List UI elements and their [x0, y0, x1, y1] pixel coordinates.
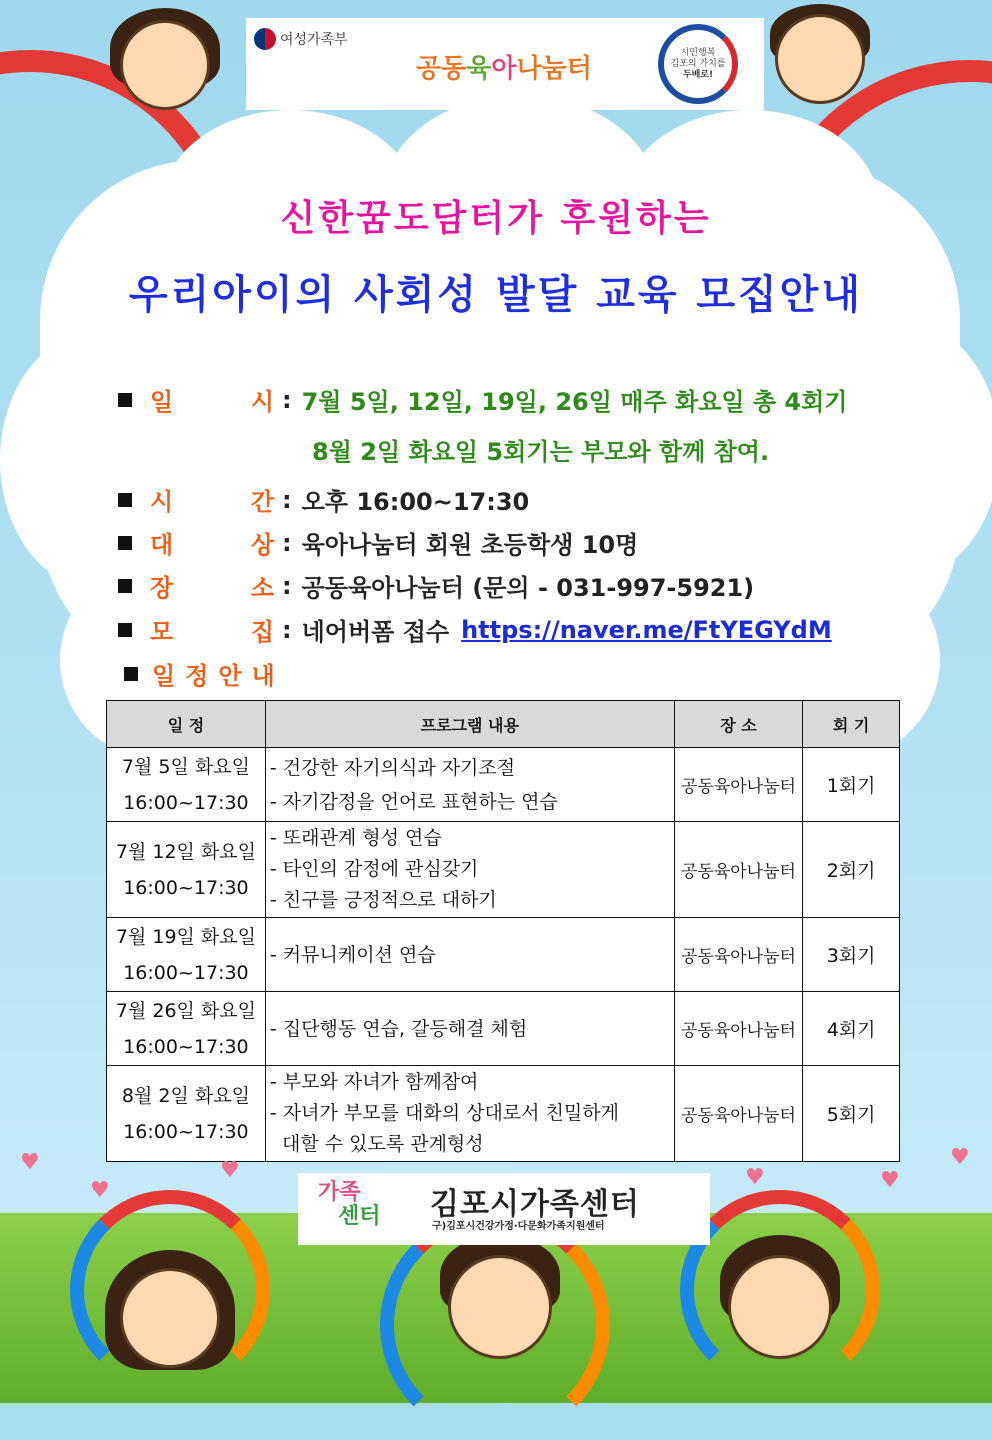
col-header-place: 장 소 — [674, 701, 803, 748]
info-date-value-2: 8월 2일 화요일 5회기는 부모와 함께 참여. — [312, 438, 770, 466]
table-row — [107, 1066, 900, 1162]
schedule-heading — [124, 656, 285, 691]
info-label: 장 소 — [150, 574, 274, 602]
cell-count: 1회기 — [803, 748, 900, 822]
family-center-subtitle: 구)김포시건강가정·다문화가족지원센터 — [432, 1221, 605, 1232]
info-label: 시 간 — [150, 488, 274, 516]
info-place-row: 장 소 : 공동육아나눔터 (문의 - 031-997-5921) — [118, 568, 754, 603]
info-date-row-2 — [312, 432, 769, 467]
cell-program: - 또래관계 형성 연습 - 타인의 감정에 관심갖기 - 친구를 긍정적으로 대하기 — [265, 822, 674, 918]
cell-program: - 커뮤니케이션 연습 — [265, 918, 674, 992]
cell-date: 7월 5일 화요일 16:00~17:30 — [107, 748, 266, 822]
cell-program: - 집단행동 연습, 갈등해결 체험 — [265, 992, 674, 1066]
table-row — [107, 748, 900, 822]
heart-icon: ♥ — [950, 1145, 970, 1170]
col-header-count: 회 기 — [803, 701, 900, 748]
heart-icon: ♥ — [90, 1178, 110, 1203]
col-header-date: 일 정 — [107, 701, 266, 748]
cloud — [800, 320, 992, 580]
cell-count: 5회기 — [803, 1066, 900, 1162]
bullet-icon — [118, 623, 132, 637]
table-row — [107, 822, 900, 918]
slogan-line: 시민행복 — [680, 48, 716, 58]
cell-place: 공동육아나눔터 — [674, 1066, 803, 1162]
family-center-emblem — [318, 1181, 418, 1237]
heart-icon: ♥ — [880, 1168, 900, 1193]
family-center-title: 김포시가족센터 — [430, 1187, 640, 1222]
boy-face — [448, 1255, 552, 1359]
cell-date: 8월 2일 화요일 16:00~17:30 — [107, 1066, 266, 1162]
recruit-form-link[interactable]: https://naver.me/FtYEGYdM — [461, 615, 832, 644]
cell-count: 2회기 — [803, 822, 900, 918]
girl-face — [728, 1255, 832, 1359]
center-logo-part: 나눔터 — [516, 54, 592, 84]
bullet-icon — [118, 493, 132, 507]
info-date-value: 7월 5일, 12일, 19일, 26일 매주 화요일 총 4회기 — [301, 388, 848, 416]
col-header-program: 프로그램 내용 — [265, 701, 674, 748]
cell-date: 7월 26일 화요일 16:00~17:30 — [107, 992, 266, 1066]
slogan-line: 두배로! — [682, 69, 714, 80]
center-logo-part: 아 — [491, 54, 517, 84]
cell-program: - 건강한 자기의식과 자기조절 - 자기감정을 언어로 표현하는 연습 — [265, 748, 674, 822]
cell-date: 7월 12일 화요일 16:00~17:30 — [107, 822, 266, 918]
bullet-icon — [124, 667, 138, 681]
info-time-row: 시 간 : 오후 16:00~17:30 — [118, 482, 529, 517]
gimpo-slogan-logo — [658, 24, 738, 104]
table-row — [107, 992, 900, 1066]
bullet-icon — [118, 579, 132, 593]
info-target-row: 대 상 : 육아나눔터 회원 초등학생 10명 — [118, 525, 638, 560]
girl-face — [120, 20, 210, 110]
boy-face — [775, 14, 865, 104]
center-logo-part: 육 — [466, 54, 492, 84]
bullet-icon — [118, 536, 132, 550]
cell-place: 공동육아나눔터 — [674, 992, 803, 1066]
cell-count: 3회기 — [803, 918, 900, 992]
info-recruit-row: 모 집 : 네어버폼 접수 https://naver.me/FtYEGYdM — [118, 612, 832, 647]
info-label: 모 집 — [150, 618, 274, 646]
taeguk-icon — [254, 28, 276, 50]
cell-date: 7월 19일 화요일 16:00~17:30 — [107, 918, 266, 992]
info-target-value: 육아나눔터 회원 초등학생 10명 — [301, 531, 639, 559]
cell-place: 공동육아나눔터 — [674, 918, 803, 992]
info-date-row: 일 시 : 7월 5일, 12일, 19일, 26일 매주 화요일 총 4회기 — [118, 382, 848, 417]
schedule-heading-text: 일정안내 — [152, 662, 285, 690]
heart-icon: ♥ — [20, 1150, 40, 1175]
center-logo-part: 공동 — [416, 54, 467, 84]
info-recruit-value: 네어버폼 접수 — [301, 618, 450, 646]
cell-count: 4회기 — [803, 992, 900, 1066]
table-header-row — [107, 701, 900, 748]
info-label: 대 상 — [150, 531, 274, 559]
ministry-name: 여성가족부 — [280, 32, 348, 48]
info-time-value: 오후 16:00~17:30 — [301, 488, 530, 516]
cell-place: 공동육아나눔터 — [674, 748, 803, 822]
slogan-line: 김포의 가치를 — [670, 58, 726, 69]
info-place-value: 공동육아나눔터 (문의 - 031-997-5921) — [301, 574, 755, 602]
emblem-line: 가족 — [318, 1180, 361, 1205]
schedule-table — [106, 700, 900, 1162]
family-center-logo — [298, 1173, 710, 1245]
center-logo — [416, 48, 592, 85]
title-line-2: 우리아이의 사회성 발달 교육 모집안내 — [129, 272, 863, 318]
emblem-line: 센터 — [338, 1204, 381, 1229]
heart-icon: ♥ — [745, 1165, 765, 1190]
title-line-1: 신한꿈도담터가 후원하는 — [280, 198, 712, 239]
cell-program: - 부모와 자녀가 함께참여 - 자녀가 부모를 대화의 상대로서 친밀하게 대할 수 있도록 관계형성 — [265, 1066, 674, 1162]
table-row — [107, 918, 900, 992]
header-logo-banner — [246, 18, 764, 110]
girl-face — [120, 1268, 220, 1368]
heart-icon: ♥ — [220, 1158, 240, 1183]
bullet-icon — [118, 393, 132, 407]
ministry-logo — [254, 28, 348, 50]
info-label: 일 시 — [150, 388, 274, 416]
cell-place: 공동육아나눔터 — [674, 822, 803, 918]
